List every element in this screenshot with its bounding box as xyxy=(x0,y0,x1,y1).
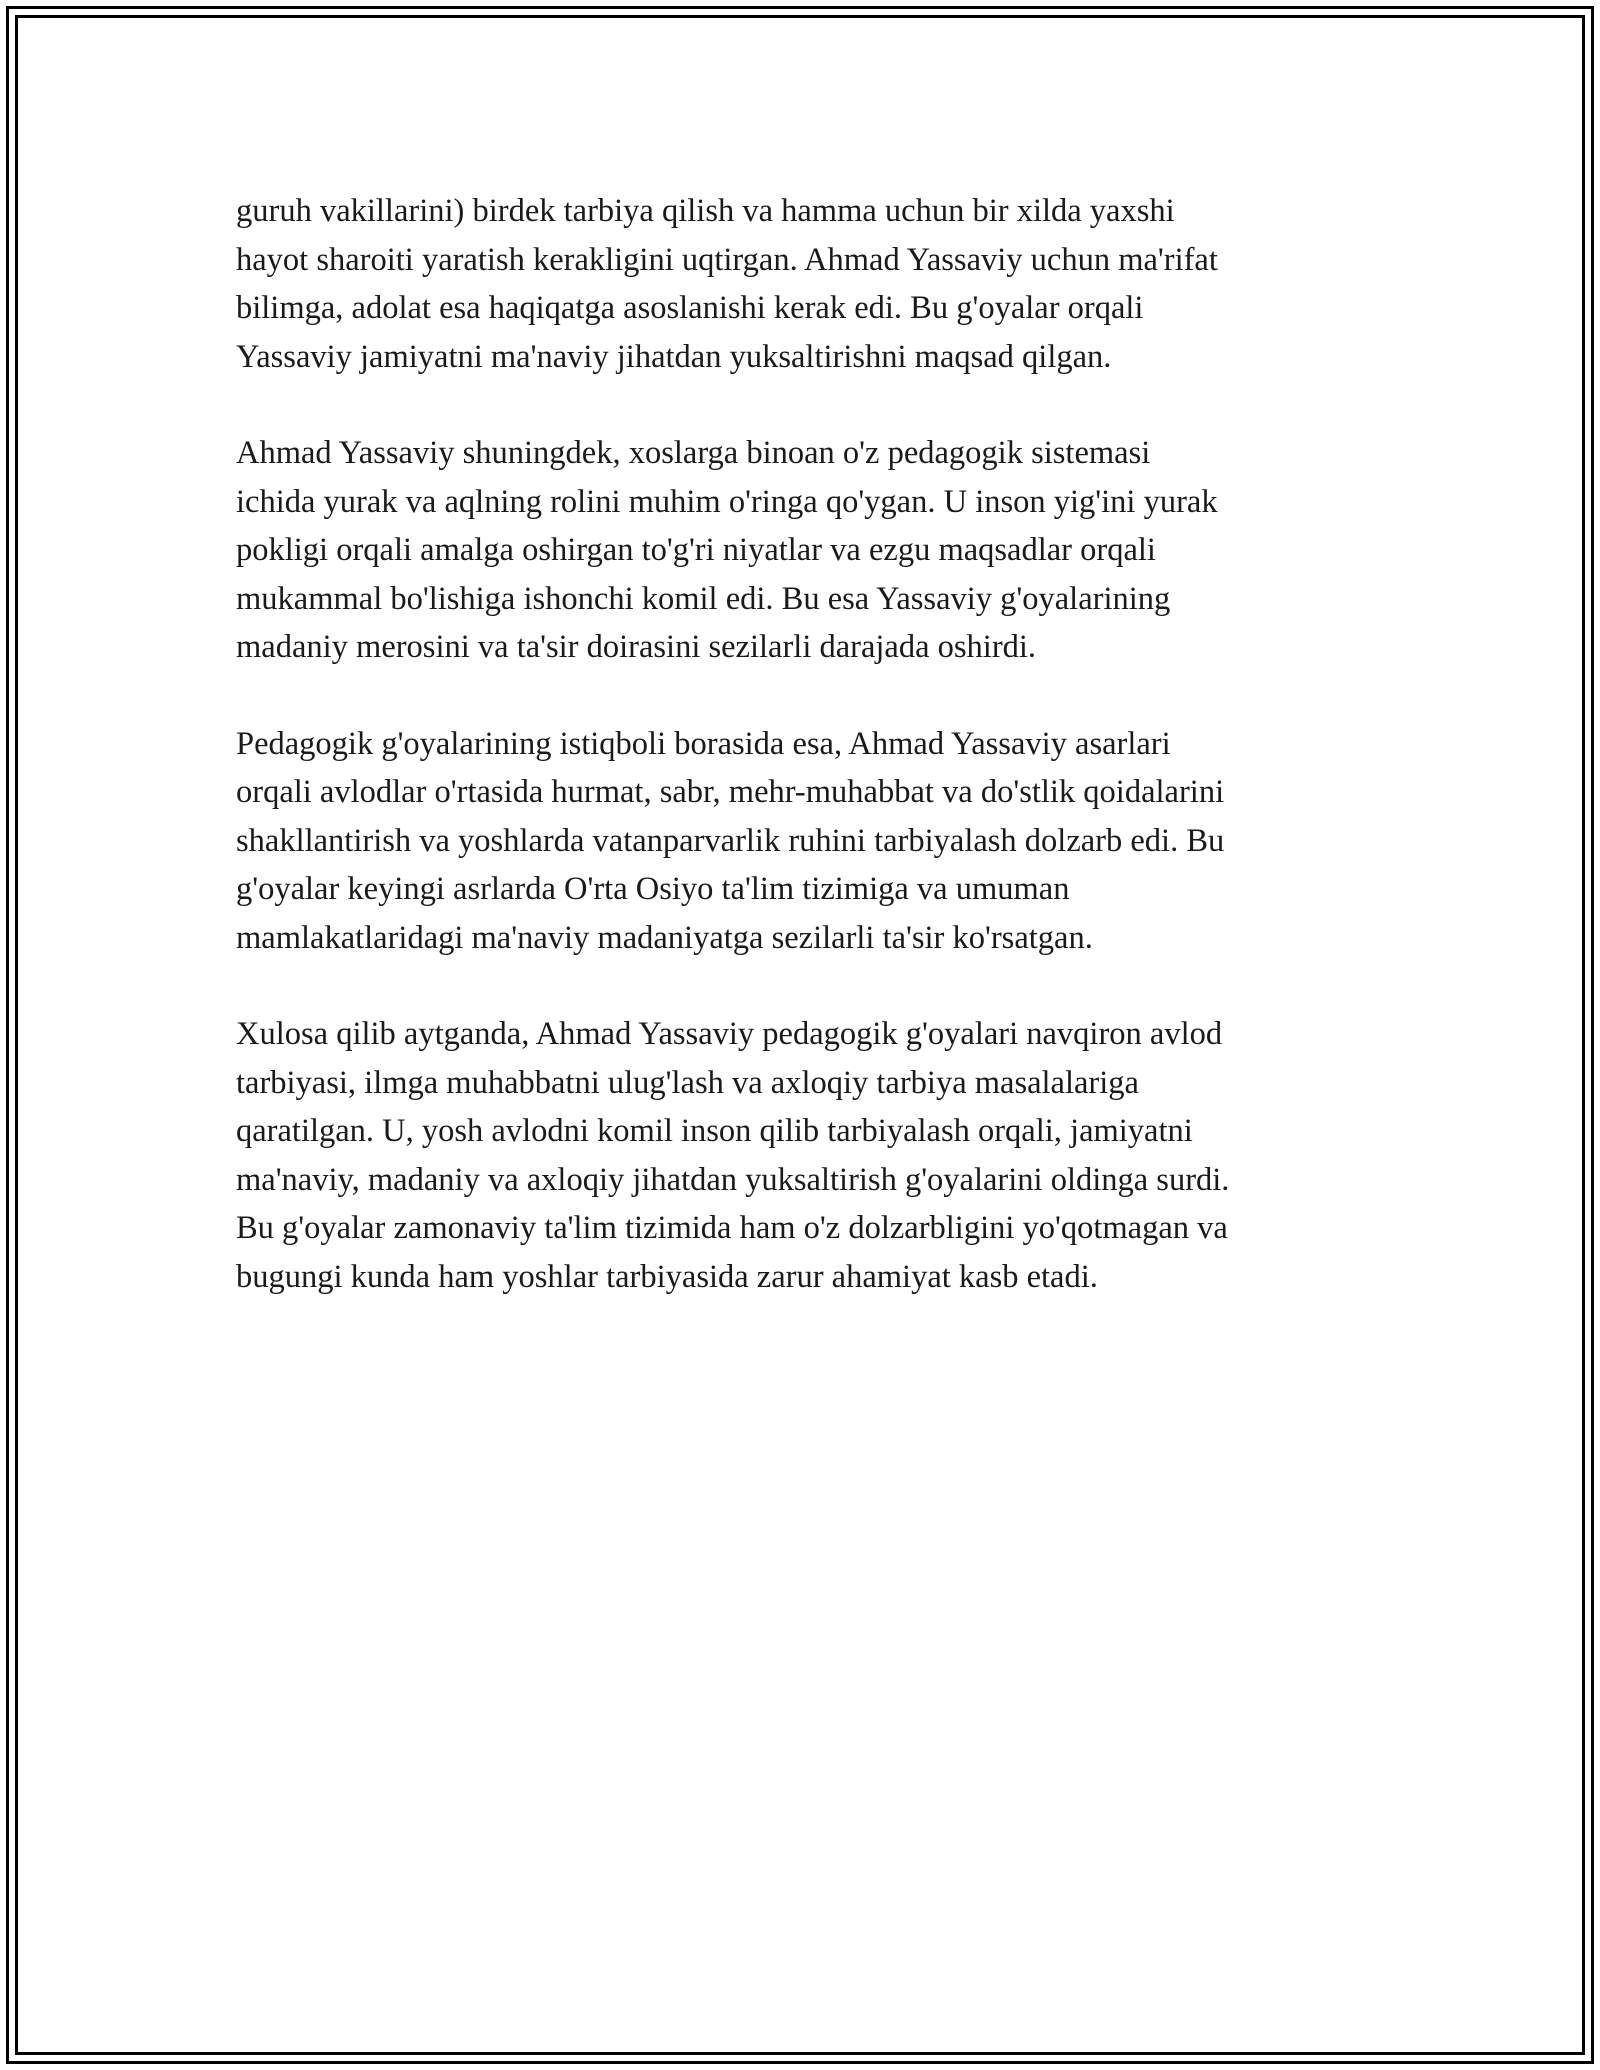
text-line: madaniy merosini va ta'sir doirasini sezilarli darajada oshirdi. xyxy=(236,629,1037,665)
text-line: shakllantirish va yoshlarda vatanparvarlik ruhini tarbiyalash dolzarb edi. Bu xyxy=(236,822,1225,859)
paragraph-2 xyxy=(236,429,1376,672)
paragraph-1 xyxy=(236,187,1376,381)
text-line: ma'naviy, madaniy va axloqiy jihatdan yuksaltirish g'oyalarini oldinga surdi. xyxy=(236,1161,1230,1198)
paragraph-3 xyxy=(236,720,1376,963)
text-line: Pedagogik g'oyalarining istiqboli borasida esa, Ahmad Yassaviy asarlari xyxy=(236,725,1171,762)
text-line: Xulosa qilib aytganda, Ahmad Yassaviy pedagogik g'oyalari navqiron avlod xyxy=(236,1016,1223,1052)
text-line: g'oyalar keyingi asrlarda O'rta Osiyo ta'lim tizimiga va umuman xyxy=(236,871,1070,907)
text-line: guruh vakillarini) birdek tarbiya qilish va hamma uchun bir xilda yaxshi xyxy=(236,193,1175,229)
text-line: Bu g'oyalar zamonaviy ta'lim tizimida ham o'z dolzarbligini yo'qotmagan va xyxy=(236,1210,1228,1246)
text-line: orqali avlodlar o'rtasida hurmat, sabr, mehr-muhabbat va do'stlik qoidalarini xyxy=(236,774,1225,810)
text-line: qaratilgan. U, yosh avlodni komil inson qilib tarbiyalash orqali, jamiyatni xyxy=(236,1113,1193,1149)
text-line: mamlakatlaridagi ma'naviy madaniyatga sezilarli ta'sir ko'rsatgan. xyxy=(236,919,1093,956)
text-line: bilimga, adolat esa haqiqatga asoslanishi kerak edi. Bu g'oyalar orqali xyxy=(236,290,1144,326)
text-line: Yassaviy jamiyatni ma'naviy jihatdan yuksaltirishni maqsad qilgan. xyxy=(236,338,1112,375)
text-line: mukammal bo'lishiga ishonchi komil edi. Bu esa Yassaviy g'oyalarining xyxy=(236,580,1171,617)
document-body xyxy=(236,187,1376,1349)
text-line: ichida yurak va aqlning rolini muhim o'ringa qo'ygan. U inson yig'ini yurak xyxy=(236,483,1218,520)
paragraph-4 xyxy=(236,1010,1376,1301)
text-line: hayot sharoiti yaratish kerakligini uqtirgan. Ahmad Yassaviy uchun ma'rifat xyxy=(236,241,1218,278)
text-line: pokligi orqali amalga oshirgan to'g'ri niyatlar va ezgu maqsadlar orqali xyxy=(236,532,1156,568)
text-line: tarbiyasi, ilmga muhabbatni ulug'lash va axloqiy tarbiya masalalariga xyxy=(236,1064,1139,1101)
text-line: bugungi kunda ham yoshlar tarbiyasida zarur ahamiyat kasb etadi. xyxy=(236,1258,1098,1295)
text-line: Ahmad Yassaviy shuningdek, xoslarga binoan o'z pedagogik sistemasi xyxy=(236,435,1151,471)
